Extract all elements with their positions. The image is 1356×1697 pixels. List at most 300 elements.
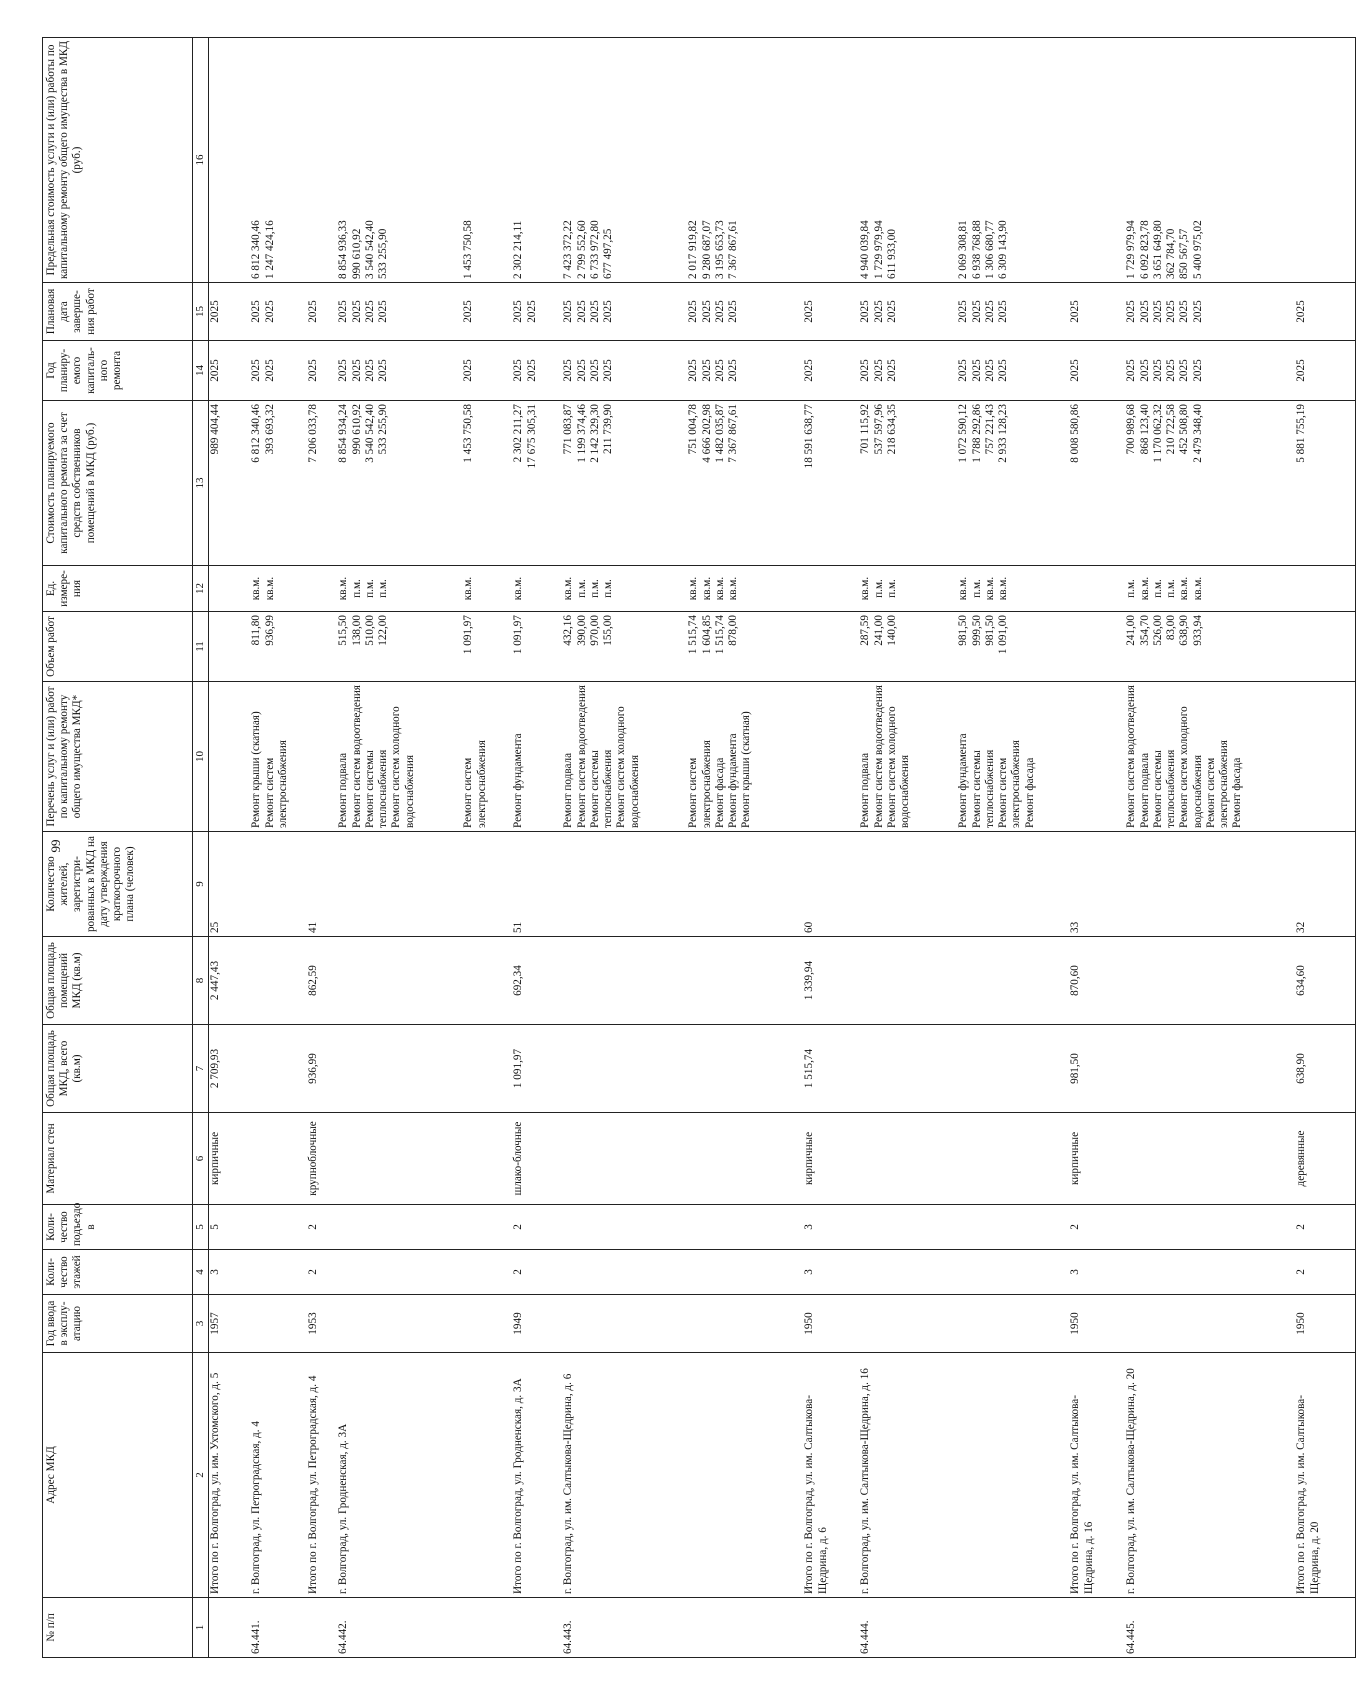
- limit-value: 8 854 936,33: [337, 220, 350, 279]
- address-cell: Итого по г. Волгоград, ул. им. Салтыкова-Щедрина, д. 16: [1069, 1395, 1095, 1594]
- unit-value: п.м.: [885, 579, 898, 598]
- header-cell: Материал стен: [43, 1113, 193, 1205]
- address-cell: г. Волгоград, ул. Гродненская, д. 3А: [337, 1423, 350, 1594]
- header-cell: Год ввода в эксплу-атацию: [43, 1295, 193, 1353]
- volume-value: 526,00: [1151, 615, 1164, 646]
- limit-value: 611 933,00: [885, 229, 898, 279]
- table-row: [208, 38, 250, 1658]
- header-cell: Коли-чество этажей: [43, 1250, 193, 1295]
- limit-value: 6 938 768,88: [970, 220, 983, 279]
- plan-year-value: 2025: [377, 359, 390, 382]
- work-item: Ремонт подвала: [337, 752, 350, 828]
- table-row: [562, 38, 687, 1658]
- unit-value: кв.м.: [713, 576, 726, 601]
- total-area-cell: 1 515,74: [803, 1048, 816, 1089]
- volume-value: 981,50: [957, 615, 970, 646]
- cost-value: 7 206 033,78: [307, 404, 320, 463]
- limit-value: 3 651 649,80: [1151, 220, 1164, 279]
- cost-value: 8 008 580,86: [1069, 404, 1082, 463]
- plan-year-value: 2025: [997, 359, 1010, 382]
- unit-value: кв.м.: [687, 576, 700, 601]
- end-date-value: 2025: [872, 300, 885, 323]
- cost-value: 7 367 867,61: [727, 404, 740, 463]
- wall-material-cell: кирпичные: [1069, 1131, 1082, 1186]
- work-item: Ремонт систем холодного водоснабжения: [1178, 706, 1204, 828]
- end-date-value: 2025: [307, 300, 320, 323]
- address-cell: Итого по г. Волгоград, ул. им. Салтыкова-Щедрина, д. 6: [803, 1395, 829, 1594]
- residents-cell: 32: [1295, 921, 1308, 933]
- end-date-value: 2025: [602, 300, 615, 323]
- header-cell: Год планиру-емого капиталь-ного ремонта: [43, 341, 193, 401]
- plan-year-value: 2025: [350, 359, 363, 382]
- end-date-value: 2025: [525, 300, 538, 323]
- limit-value: 533 255,90: [377, 228, 390, 279]
- address-cell: Итого по г. Волгоград, ул. им. Салтыкова-Щедрина, д. 20: [1295, 1395, 1321, 1594]
- end-date-value: 2025: [250, 300, 263, 323]
- entrances-cell: 5: [208, 1224, 221, 1230]
- residents-cell: 41: [307, 921, 320, 933]
- limit-value: 2 302 214,11: [512, 220, 525, 279]
- end-date-value: 2025: [1178, 300, 1191, 323]
- end-date-value: 2025: [687, 300, 700, 323]
- address-cell: Итого по г. Волгоград, ул. им. Ухтомского, д. 5: [208, 1372, 221, 1594]
- limit-value: 7 423 372,22: [562, 220, 575, 279]
- cost-value: 1 453 750,58: [462, 404, 475, 463]
- volume-value: 515,50: [337, 615, 350, 646]
- volume-value: 354,70: [1138, 615, 1151, 646]
- cost-value: 211 739,90: [602, 404, 615, 454]
- row-number: 64.443.: [562, 1620, 575, 1654]
- limit-value: 1 306 680,77: [983, 220, 996, 279]
- cost-value: 771 083,87: [562, 404, 575, 455]
- cost-value: 2 479 348,40: [1191, 404, 1204, 463]
- plan-year-value: 2025: [687, 359, 700, 382]
- volume-value: 390,00: [575, 615, 588, 646]
- end-date-value: 2025: [337, 300, 350, 323]
- header-cell: Перечень услуг и (или) работ по капитальному ремонту общего имущества МКД*: [43, 682, 193, 832]
- cost-value: 210 722,58: [1165, 404, 1178, 455]
- cost-value: 1 072 590,12: [957, 404, 970, 463]
- plan-year-value: 2025: [307, 359, 320, 382]
- limit-value: 1 729 979,94: [1125, 220, 1138, 279]
- floors-cell: 3: [208, 1269, 221, 1275]
- plan-year-value: 2025: [575, 359, 588, 382]
- plan-year-value: 2025: [1151, 359, 1164, 382]
- cost-value: 701 115,92: [859, 404, 872, 454]
- plan-year-value: 2025: [872, 359, 885, 382]
- volume-value: 638,90: [1178, 615, 1191, 646]
- volume-value: 1 604,85: [700, 615, 713, 655]
- header-cell: Ед. измере-ния: [43, 566, 193, 612]
- volume-value: 510,00: [363, 615, 376, 646]
- limit-value: 5 400 975,02: [1191, 220, 1204, 279]
- unit-value: кв.м.: [997, 576, 1010, 601]
- header-cell: Коли-чество подъездо в: [43, 1205, 193, 1250]
- end-date-value: 2025: [208, 300, 221, 323]
- column-number: 6: [193, 1113, 209, 1205]
- row-number: 64.442.: [337, 1620, 350, 1654]
- row-number: 64.441.: [250, 1620, 263, 1654]
- limit-value: 6 733 972,80: [588, 220, 601, 279]
- limit-value: 1 729 979,94: [872, 220, 885, 279]
- volume-value: 140,00: [885, 615, 898, 646]
- premises-area-cell: 634,60: [1295, 965, 1308, 996]
- limit-value: 850 567,57: [1178, 228, 1191, 279]
- volume-value: 970,00: [588, 615, 601, 646]
- plan-year-value: 2025: [983, 359, 996, 382]
- premises-area-cell: 692,34: [512, 965, 525, 996]
- work-item: Ремонт систем холодного водоснабжения: [885, 706, 912, 828]
- plan-year-value: 2025: [859, 359, 872, 382]
- unit-value: п.м.: [1165, 579, 1178, 598]
- plan-year-value: 2025: [363, 359, 376, 382]
- table-row: [250, 38, 307, 1658]
- table-row: [337, 38, 462, 1658]
- year-cell: 1950: [803, 1312, 816, 1335]
- work-item: Ремонт систем водоотведения: [575, 685, 588, 828]
- volume-value: 1 091,97: [512, 615, 525, 655]
- unit-value: п.м.: [1125, 579, 1138, 598]
- work-item: Ремонт подвала: [562, 752, 575, 828]
- plan-year-value: 2025: [713, 359, 726, 382]
- limit-value: 2 069 308,81: [957, 220, 970, 279]
- total-area-cell: 1 091,97: [512, 1048, 525, 1089]
- residents-cell: 60: [803, 921, 816, 933]
- volume-value: 1 091,00: [997, 615, 1010, 655]
- cost-value: 8 854 934,24: [337, 404, 350, 463]
- header-cell: Общая площадь МКД, всего (кв.м): [43, 1025, 193, 1113]
- limit-value: 6 092 823,78: [1138, 220, 1151, 279]
- unit-value: п.м.: [588, 579, 601, 598]
- entrances-cell: 2: [1295, 1224, 1308, 1230]
- year-cell: 1950: [1069, 1312, 1082, 1335]
- limit-value: 990 610,92: [350, 228, 363, 279]
- unit-value: кв.м.: [983, 576, 996, 601]
- volume-value: 155,00: [602, 615, 615, 646]
- cost-value: 1 199 374,46: [575, 404, 588, 463]
- volume-value: 287,59: [859, 615, 872, 646]
- capital-repair-table: [42, 37, 1356, 1658]
- entrances-cell: 2: [1069, 1224, 1082, 1230]
- unit-value: п.м.: [970, 579, 983, 598]
- volume-value: 981,50: [983, 615, 996, 646]
- volume-value: 1 515,74: [687, 615, 700, 655]
- plan-year-value: 2025: [525, 359, 538, 382]
- plan-year-value: 2025: [250, 359, 263, 382]
- end-date-value: 2025: [1165, 300, 1178, 323]
- unit-value: кв.м.: [462, 576, 475, 601]
- limit-value: 7 367 867,61: [727, 220, 740, 279]
- address-cell: г. Волгоград, ул. им. Салтыкова-Щедрина, д. 20: [1125, 1368, 1138, 1594]
- premises-area-cell: 2 447,43: [208, 960, 221, 1001]
- plan-year-value: 2025: [562, 359, 575, 382]
- wall-material-cell: кирпичные: [208, 1131, 221, 1186]
- cost-value: 452 508,80: [1178, 404, 1191, 455]
- cost-value: 868 123,40: [1138, 404, 1151, 455]
- end-date-value: 2025: [588, 300, 601, 323]
- end-date-value: 2025: [983, 300, 996, 323]
- work-item: Ремонт системы теплоснабжения: [970, 749, 996, 828]
- end-date-value: 2025: [727, 300, 740, 323]
- year-cell: 1957: [208, 1312, 221, 1335]
- unit-value: кв.м.: [700, 576, 713, 601]
- entrances-cell: 2: [512, 1224, 525, 1230]
- work-item: Ремонт подвала: [1138, 752, 1151, 828]
- year-cell: 1950: [1295, 1312, 1308, 1335]
- unit-value: кв.м.: [1191, 576, 1204, 601]
- address-cell: г. Волгоград, ул. Петроградская, д. 4: [250, 1421, 263, 1594]
- plan-year-value: 2025: [512, 359, 525, 382]
- end-date-value: 2025: [1191, 300, 1204, 323]
- limit-value: 1 453 750,58: [462, 220, 475, 279]
- volume-value: 432,16: [562, 615, 575, 646]
- residents-cell: 33: [1069, 921, 1082, 933]
- work-item: Ремонт подвала: [859, 752, 872, 828]
- cost-value: 1 170 062,32: [1151, 404, 1164, 463]
- work-item: Ремонт систем электроснабжения: [1204, 740, 1230, 828]
- wall-material-cell: деревянные: [1295, 1130, 1308, 1187]
- unit-value: п.м.: [872, 579, 885, 598]
- header-cell: Стоимость планируемого капитального ремонта за счет средств собственников помещений в МКД (руб.): [43, 401, 193, 566]
- header-cell: Плановая дата заверше-ния работ: [43, 283, 193, 341]
- unit-value: кв.м.: [512, 576, 525, 601]
- limit-value: 362 784,70: [1165, 228, 1178, 279]
- year-cell: 1949: [512, 1312, 525, 1335]
- end-date-value: 2025: [1125, 300, 1138, 323]
- floors-cell: 2: [1295, 1269, 1308, 1275]
- unit-value: кв.м.: [1178, 576, 1191, 601]
- column-number: 5: [193, 1205, 209, 1250]
- plan-year-value: 2025: [1165, 359, 1178, 382]
- work-item: Ремонт крыши (скатная): [740, 711, 753, 828]
- limit-value: 2 017 919,82: [687, 220, 700, 279]
- cost-value: 989 404,44: [208, 404, 221, 455]
- plan-year-value: 2025: [1178, 359, 1191, 382]
- cost-value: 3 540 542,40: [363, 404, 376, 463]
- cost-value: 5 881 755,19: [1295, 404, 1308, 463]
- cost-value: 2 302 211,27: [512, 404, 525, 463]
- work-item: Ремонт фасада: [1231, 757, 1244, 828]
- work-item: Ремонт систем водоотведения: [350, 685, 363, 828]
- cost-value: 2 933 128,23: [997, 404, 1010, 463]
- plan-year-value: 2025: [803, 359, 816, 382]
- table-row: [859, 38, 957, 1658]
- column-number: 8: [193, 937, 209, 1025]
- volume-value: 999,50: [970, 615, 983, 646]
- total-area-cell: 981,50: [1069, 1053, 1082, 1084]
- unit-value: кв.м.: [727, 576, 740, 601]
- work-item: Ремонт фасада: [713, 757, 726, 828]
- cost-value: 533 255,90: [377, 404, 390, 455]
- volume-value: 811,80: [250, 615, 263, 646]
- column-number: 1: [193, 1598, 209, 1658]
- work-item: Ремонт систем водоотведения: [1125, 685, 1138, 828]
- floors-cell: 3: [803, 1269, 816, 1275]
- address-cell: Итого по г. Волгоград, ул. Петроградская, д. 4: [307, 1375, 320, 1594]
- volume-value: 1 091,97: [462, 615, 475, 655]
- column-number: 11: [193, 612, 209, 682]
- end-date-value: 2025: [1069, 300, 1082, 323]
- end-date-value: 2025: [1295, 300, 1308, 323]
- end-date-value: 2025: [803, 300, 816, 323]
- plan-year-value: 2025: [700, 359, 713, 382]
- work-item: Ремонт системы теплоснабжения: [588, 749, 615, 828]
- plan-year-value: 2025: [1069, 359, 1082, 382]
- header-cell: Предельная стоимость услуги и (или) работы по капитальному ремонту общего имущества в МКД (руб.): [43, 38, 193, 283]
- plan-year-value: 2025: [1295, 359, 1308, 382]
- floors-cell: 2: [512, 1269, 525, 1275]
- work-item: Ремонт фундамента: [727, 733, 740, 828]
- cost-value: 218 634,35: [885, 404, 898, 455]
- plan-year-value: 2025: [1125, 359, 1138, 382]
- table-row: [307, 38, 337, 1658]
- work-item: Ремонт систем электроснабжения: [263, 740, 289, 828]
- premises-area-cell: 1 339,94: [803, 960, 816, 1001]
- entrances-cell: 2: [307, 1224, 320, 1230]
- unit-value: кв.м.: [1138, 576, 1151, 601]
- volume-value: 241,00: [1125, 615, 1138, 646]
- plan-year-value: 2025: [1138, 359, 1151, 382]
- address-cell: г. Волгоград, ул. им. Салтыкова-Щедрина, д. 6: [562, 1373, 575, 1594]
- cost-value: 757 221,43: [983, 404, 996, 455]
- year-cell: 1953: [307, 1312, 320, 1335]
- work-item: Ремонт систем электроснабжения: [687, 740, 713, 828]
- work-item: Ремонт систем водоотведения: [872, 685, 885, 828]
- volume-value: 241,00: [872, 615, 885, 646]
- table-row: [462, 38, 512, 1658]
- end-date-value: 2025: [263, 300, 276, 323]
- work-item: Ремонт систем холодного водоснабжения: [390, 706, 416, 828]
- premises-area-cell: 870,60: [1069, 965, 1082, 996]
- volume-value: 933,94: [1191, 615, 1204, 646]
- plan-year-value: 2025: [885, 359, 898, 382]
- column-number: 15: [193, 283, 209, 341]
- cost-value: 393 693,32: [263, 404, 276, 455]
- end-date-value: 2025: [713, 300, 726, 323]
- volume-value: 138,00: [350, 615, 363, 646]
- floors-cell: 2: [307, 1269, 320, 1275]
- volume-value: 878,00: [727, 615, 740, 646]
- unit-value: кв.м.: [263, 576, 276, 601]
- table-body: [208, 38, 1355, 1658]
- work-item: Ремонт систем электроснабжения: [462, 740, 488, 828]
- end-date-value: 2025: [350, 300, 363, 323]
- wall-material-cell: кирпичные: [803, 1131, 816, 1186]
- entrances-cell: 3: [803, 1224, 816, 1230]
- column-number: 10: [193, 682, 209, 832]
- end-date-value: 2025: [462, 300, 475, 323]
- volume-value: 83,00: [1165, 615, 1178, 641]
- end-date-value: 2025: [512, 300, 525, 323]
- table-row: [803, 38, 859, 1658]
- end-date-value: 2025: [562, 300, 575, 323]
- table-row: [957, 38, 1069, 1658]
- unit-value: кв.м.: [250, 576, 263, 601]
- total-area-cell: 2 709,93: [208, 1048, 221, 1089]
- residents-cell: 51: [512, 921, 525, 933]
- plan-year-value: 2025: [462, 359, 475, 382]
- column-number: 3: [193, 1295, 209, 1353]
- unit-value: п.м.: [363, 579, 376, 598]
- row-number: 64.444.: [859, 1620, 872, 1654]
- end-date-value: 2025: [377, 300, 390, 323]
- end-date-value: 2025: [997, 300, 1010, 323]
- total-area-cell: 936,99: [307, 1053, 320, 1084]
- cost-value: 6 812 340,46: [250, 404, 263, 463]
- plan-year-value: 2025: [263, 359, 276, 382]
- end-date-value: 2025: [1151, 300, 1164, 323]
- header-cell: Количество жителей, зарегистри-рованных в МКД на дату утверждения краткосрочного плана (человек): [43, 832, 193, 937]
- unit-value: кв.м.: [562, 576, 575, 601]
- limit-value: 4 940 039,84: [859, 220, 872, 279]
- end-date-value: 2025: [700, 300, 713, 323]
- limit-value: 677 497,25: [602, 228, 615, 279]
- cost-value: 1 788 292,86: [970, 404, 983, 463]
- limit-value: 6 309 143,90: [997, 220, 1010, 279]
- volume-value: 1 515,74: [713, 615, 726, 655]
- column-number: 13: [193, 401, 209, 566]
- plan-year-value: 2025: [602, 359, 615, 382]
- cost-value: 990 610,92: [350, 404, 363, 455]
- unit-value: п.м.: [350, 579, 363, 598]
- column-number: 2: [193, 1353, 209, 1598]
- limit-value: 9 280 687,07: [700, 220, 713, 279]
- limit-value: 6 812 340,46: [250, 220, 263, 279]
- limit-value: 2 799 552,60: [575, 220, 588, 279]
- volume-value: 122,00: [377, 615, 390, 646]
- plan-year-value: 2025: [727, 359, 740, 382]
- unit-value: п.м.: [602, 579, 615, 598]
- table-row: [512, 38, 562, 1658]
- address-cell: г. Волгоград, ул. им. Салтыкова-Щедрина, д. 16: [859, 1368, 872, 1594]
- work-item: Ремонт фундамента: [957, 733, 970, 828]
- plan-year-value: 2025: [588, 359, 601, 382]
- volume-value: 936,99: [263, 615, 276, 646]
- table-row: [1125, 38, 1295, 1658]
- table-row: [1069, 38, 1125, 1658]
- plan-year-value: 2025: [337, 359, 350, 382]
- column-number: 4: [193, 1250, 209, 1295]
- header-cell: Общая площадь помещений МКД (кв.м): [43, 937, 193, 1025]
- work-item: Ремонт системы теплоснабжения: [1151, 749, 1178, 828]
- column-number: 9: [193, 832, 209, 937]
- work-item: Ремонт фундамента: [512, 733, 525, 828]
- unit-value: кв.м.: [859, 576, 872, 601]
- header-cell: Адрес МКД: [43, 1353, 193, 1598]
- work-item: Ремонт систем электроснабжения: [997, 740, 1023, 828]
- end-date-value: 2025: [957, 300, 970, 323]
- address-cell: Итого по г. Волгоград, ул. Гродненская, д. 3А: [512, 1378, 525, 1594]
- end-date-value: 2025: [575, 300, 588, 323]
- cost-value: 4 666 202,98: [700, 404, 713, 463]
- column-number: 12: [193, 566, 209, 612]
- wall-material-cell: шлако-блочные: [512, 1121, 525, 1196]
- work-item: Ремонт системы теплоснабжения: [363, 749, 390, 828]
- cost-value: 18 591 638,77: [803, 404, 816, 469]
- plan-year-value: 2025: [1191, 359, 1204, 382]
- cost-value: 537 597,96: [872, 404, 885, 455]
- cost-value: 1 482 035,87: [713, 404, 726, 463]
- end-date-value: 2025: [885, 300, 898, 323]
- row-number: 64.445.: [1125, 1620, 1138, 1654]
- end-date-value: 2025: [363, 300, 376, 323]
- plan-year-value: 2025: [208, 359, 221, 382]
- header-cell: Объем работ: [43, 612, 193, 682]
- wall-material-cell: крупноблочные: [307, 1121, 320, 1196]
- column-number: 16: [193, 38, 209, 283]
- limit-value: 1 247 424,16: [263, 220, 276, 279]
- work-item: Ремонт крыши (скатная): [250, 711, 263, 828]
